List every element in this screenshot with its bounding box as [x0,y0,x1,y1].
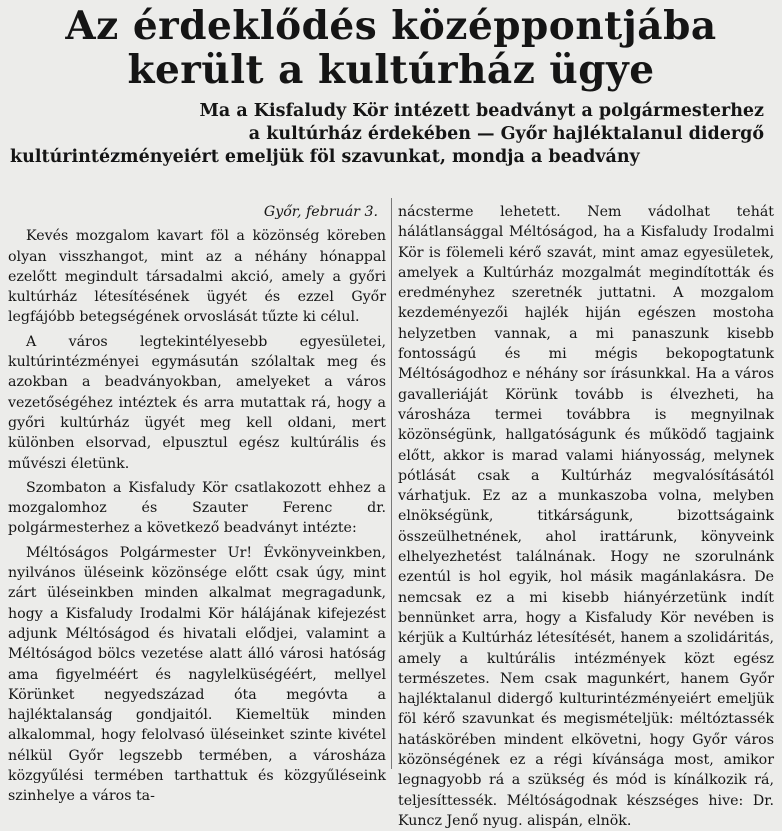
body-paragraph: Szombaton a Kisfaludy Kör csatlakozott ehhez a mozgalomhoz és Szauter Ferenc dr. polgármesterhez a következő beadványt intézte: [8,479,386,537]
body-paragraph: Kevés mozgalom kavart föl a közönség köreben olyan visszhangot, mint az a néhány hónappal ezelőtt megindult társadalmi akció, amely a győri kultúrház létesítésének ügyét és ezzel Győr legfájóbb betegségének orvoslását tűzte ki célul. [8,228,386,326]
left-column [8,198,386,805]
column-divider [391,198,392,769]
right-column [398,202,774,829]
body-paragraph: A város legtekintélyesebb egyesületei, kultúrintézményei egymásután szólaltak meg és azokban a beadványokban, amelyeket a város vezetőségéhez intéztek és arra mutattak rá, hogy a győri kultúrház ügyét meg kell oldani, mert különben elsorvad, elpusztul egész kultúrális és művészi életünk. [8,333,386,472]
subhead-line-2: a kultúrház érdekében — Győr hajléktalanul didergő [248,124,764,144]
article-body [8,198,774,829]
subheadline [8,100,774,169]
headline-line-1: Az érdeklődés középpontjába [65,3,717,49]
subhead-line-3: kultúrintézményeiért emeljük föl szavunkat, mondja a beadvány [10,147,640,167]
headline-line-2: került a kultúrház ügye [127,47,655,93]
body-paragraph: nácsterme lehetett. Nem vádolhat tehát hálátlansággal Méltóságod, ha a Kisfaludy Irodalmi Kör is fölemeli kérő szavát, mint amaz egyesületek, amelyek a Kultúrház mozgalmát megindították és eredményhez szeretnék juttatni. A mozgalom kezdeményezői hajlék hiján egészen mostoha helyzetben vannak, a mi panaszunk kisebb fontosságú és mi mégis bekopogtatunk Méltóságodhoz e néhány sor írásunkkal. Ha a város gavalleriáját Körünk tovább is élvezheti, ha városháza termei továbbra is megnyilnak közönségünk, hallgatóságunk és működő tagjaink előtt, akkor is marad valami hiányosság, melynek pótlását csak a Kultúrház megvalósításától várhatjuk. Ez az a munkaszoba volna, melyben elnökségünk, titkárságunk, bizottságaink összeülhetnének, ahol irattárunk, könyveink elhelyezhetést találnának. Hogy ne szorulnánk ezentúl is hol egyik, hol másik magánlakásra. De nemcsak ez a mi kisebb hiányérzetünk indít bennünket arra, hogy a Kisfaludy Kör nevében is kérjük a Kultúrház létesítését, hanem a szolidáritás, amely a kultúrális intézmények közt egész természetes. Nem csak magunkért, hanem Győr hajléktalanul didergő kulturintézményeiért emeljük föl kérő szavunkat és megismételjük: méltóztassék hatáskörében mindent elkövetni, hogy Győr város közönségének ez a régi kívánsága most, amikor legnagyobb rá a szükség és mód is kínálkozik rá, teljesíttessék. Méltóságodnak készséges hive: Dr. Kuncz Jenő nyug. alispán, elnök. [398,204,774,829]
body-paragraph: Méltóságos Polgármester Ur! Évkönyveinkben, nyilvános üléseink közönsége előtt csak úgy, mint zárt üléseinkben minden alkalmat megragadunk, hogy a Kisfaludy Irodalmi Kör hálájának kifejezést adjunk Méltóságod és hivatali elődjei, valamint a Méltóságod bölcs vezetése alatt álló városi hatóság ama figyelméért és nagylelküségéért, mellyel Körünket negyedszázad óta megóvta a hajléktalanság gondjaitól. Kiemeltük minden alkalommal, hogy felolvasó üléseinket szinte kivétel nélkül Győr legszebb termében, a városháza közgyűlési termében tarthattuk és közgyűléseink szinhelye a város ta- [8,544,386,805]
dateline: Győr, február 3. [263,204,378,220]
subhead-line-1: Ma a Kisfaludy Kör intézett beadványt a polgármesterhez [199,101,764,121]
headline [8,4,774,92]
